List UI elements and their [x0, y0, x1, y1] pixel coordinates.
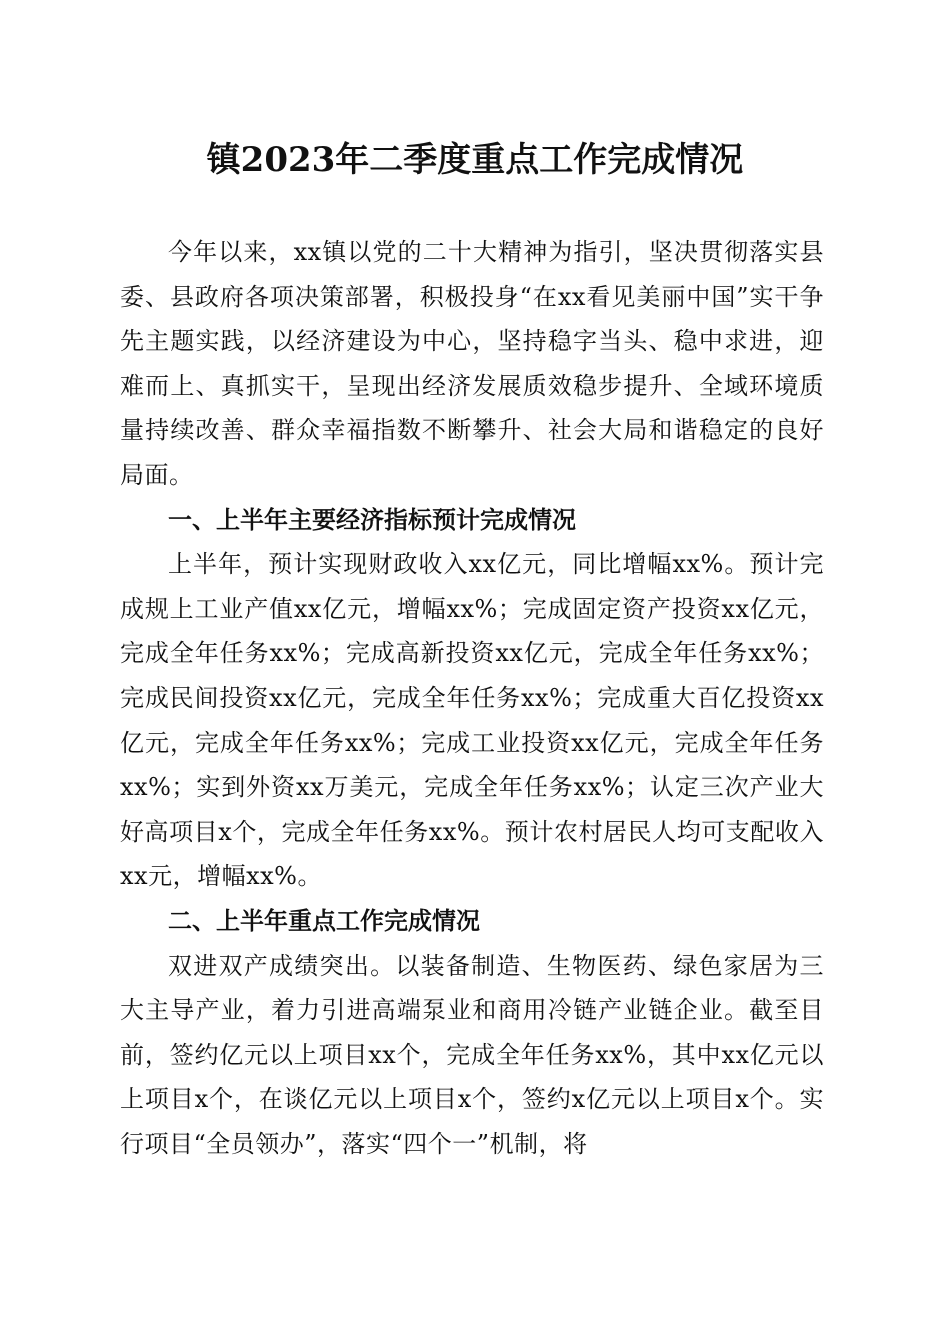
document-title: 镇2023年二季度重点工作完成情况 — [206, 140, 744, 180]
section-2-paragraph: 双进双产成绩突出。以装备制造、生物医药、绿色家居为三大主导产业，着力引进高端泵业和商用冷链产业链企业。截至目前，签约亿元以上项目xx个，完成全年任务xx%，其中xx亿元以上项目x个，在谈亿元以上项目x个，签约x亿元以上项目x个。实行项目“全员领办”，落实“四个一”机制，将 — [120, 951, 824, 1158]
section-1-paragraph: 上半年，预计实现财政收入xx亿元，同比增幅xx%。预计完成规上工业产值xx亿元，增幅xx%；完成固定资产投资xx亿元，完成全年任务xx%；完成高新投资xx亿元，完成全年任务xx%；完成民间投资xx亿元，完成全年任务xx%；完成重大百亿投资xx亿元，完成全年任务xx%；完成工业投资xx亿元，完成全年任务xx%；实到外资xx万美元，完成全年任务xx%；认定三次产业大好高项目x个，完成全年任务xx%。预计农村居民人均可支配收入xx元，增幅xx%。 — [120, 550, 824, 891]
document-body — [120, 230, 824, 1166]
section-1-heading: 一、上半年主要经济指标预计完成情况 — [168, 505, 576, 534]
section-2-heading: 二、上半年重点工作完成情况 — [168, 906, 480, 935]
intro-paragraph: 今年以来，xx镇以党的二十大精神为指引，坚决贯彻落实县委、县政府各项决策部署，积极投身“在xx看见美丽中国”实干争先主题实践，以经济建设为中心，坚持稳字当头、稳中求进，迎难而上、真抓实干，呈现出经济发展质效稳步提升、全域环境质量持续改善、群众幸福指数不断攀升、社会大局和谐稳定的良好局面。 — [120, 238, 824, 489]
